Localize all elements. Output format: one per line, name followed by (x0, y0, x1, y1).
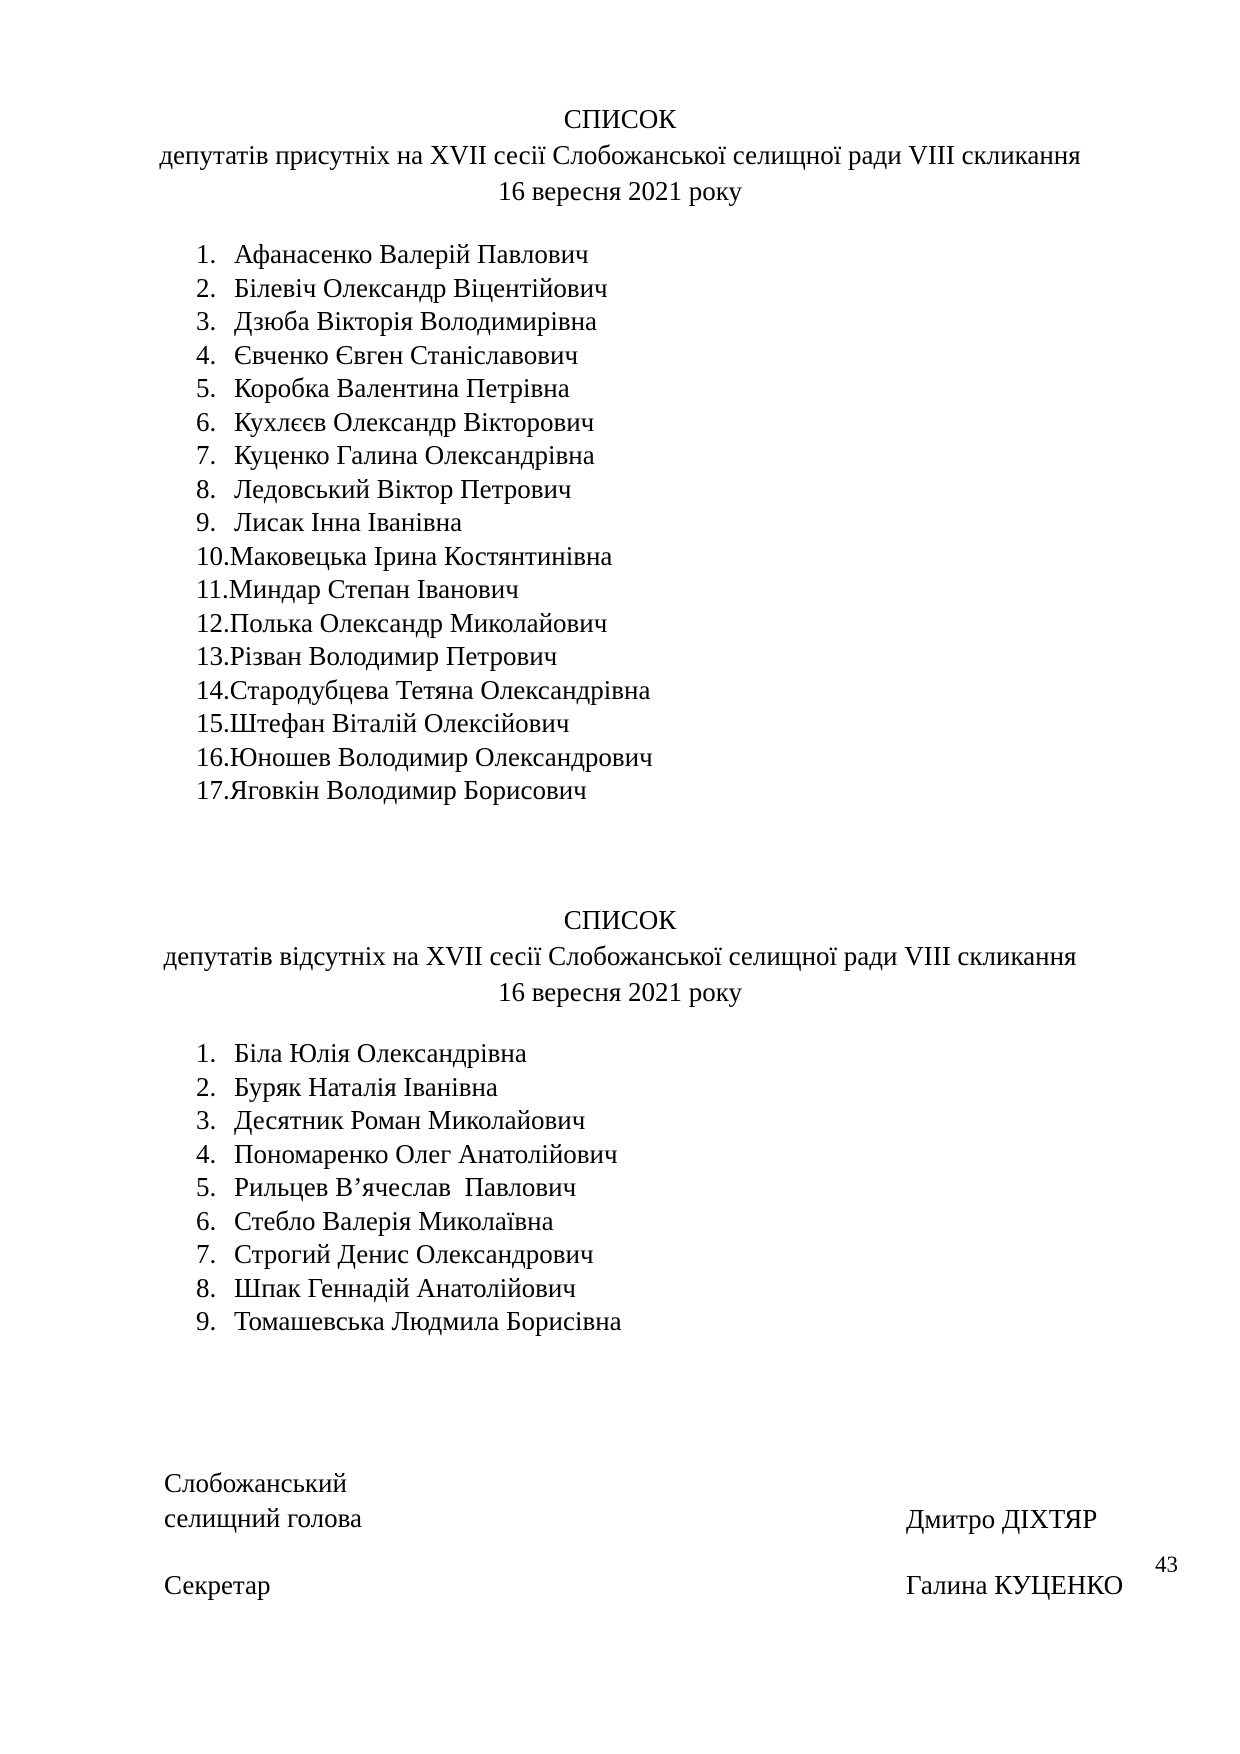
list-item (196, 707, 653, 741)
list-item (196, 774, 653, 808)
item-number: 6. (196, 1205, 217, 1236)
item-number: 16. (196, 741, 230, 772)
head-title (164, 1466, 362, 1536)
item-number: 17. (196, 775, 230, 805)
item-number: 8. (196, 1272, 217, 1303)
item-number: 3. (196, 1105, 217, 1135)
deputy-name: Стародубцева Тетяна Олександрівна (229, 674, 651, 705)
deputy-name: Стебло Валерія Миколаївна (234, 1205, 554, 1236)
list-item (196, 640, 653, 674)
present-subtitle: депутатів присутніх на XVII сесії Слобожанської селищної ради VIII скликання (159, 140, 1081, 170)
list-item (196, 540, 653, 574)
list-item (196, 372, 653, 406)
item-number: 13. (196, 641, 230, 671)
deputy-name: Білевіч Олександр Віцентійович (234, 272, 608, 303)
item-number: 7. (196, 1239, 217, 1269)
list-item (196, 1037, 622, 1071)
present-heading (0, 101, 1240, 209)
item-number: 4. (196, 1138, 217, 1169)
list-item (196, 674, 653, 708)
item-number: 4. (196, 339, 217, 370)
list-item (196, 305, 653, 339)
present-title: СПИСОК (563, 104, 677, 134)
deputy-name: Десятник Роман Миколайович (234, 1105, 586, 1135)
deputy-name: Маковецька Ірина Костянтинівна (229, 540, 613, 571)
head-name: Дмитро ДІХТЯР (906, 1504, 1098, 1534)
deputy-name: Миндар Степан Іванович (228, 574, 519, 604)
head-title-line2: селищний голова (164, 1503, 363, 1533)
deputy-name: Томашевська Людмила Борисівна (234, 1306, 622, 1336)
list-item (196, 607, 653, 641)
list-item (196, 1238, 622, 1272)
deputy-name: Строгий Денис Олександрович (234, 1239, 594, 1269)
deputy-name: Куценко Галина Олександрівна (234, 440, 595, 470)
head-title-line1: Слобожанський (164, 1468, 347, 1498)
item-number: 9. (196, 1306, 217, 1336)
list-item (196, 1071, 622, 1105)
item-number: 7. (196, 440, 217, 470)
item-number: 10. (196, 540, 230, 571)
list-item (196, 1104, 622, 1138)
list-item (196, 1305, 622, 1339)
list-item (196, 741, 653, 775)
item-number: 6. (196, 406, 217, 437)
list-item (196, 1205, 622, 1239)
item-number: 5. (196, 1172, 217, 1202)
item-number: 1. (196, 1038, 217, 1068)
deputy-name: Рильцев В’ячеслав Павлович (234, 1172, 577, 1202)
item-number: 8. (196, 473, 217, 504)
absent-title: СПИСОК (563, 905, 677, 935)
list-item (196, 339, 653, 373)
item-number: 14. (196, 674, 230, 705)
item-number: 5. (196, 373, 217, 403)
deputy-name: Буряк Наталія Іванівна (234, 1071, 498, 1102)
present-date: 16 вересня 2021 року (497, 176, 743, 206)
item-number: 11. (196, 574, 229, 604)
absent-subtitle: депутатів відсутніх на XVII сесії Слобожанської селищної ради VIII скликання (163, 941, 1077, 971)
deputy-name: Пономаренко Олег Анатолійович (234, 1138, 618, 1169)
present-list (196, 238, 653, 808)
deputy-name: Полька Олександр Миколайович (229, 607, 608, 638)
deputy-name: Ледовський Віктор Петрович (234, 473, 572, 504)
deputy-name: Штефан Віталій Олексійович (229, 708, 570, 738)
page-number: 43 (1155, 1552, 1178, 1577)
list-item (196, 506, 653, 540)
list-item (196, 1272, 622, 1306)
item-number: 1. (196, 239, 217, 269)
deputy-name: Біла Юлія Олександрівна (234, 1038, 527, 1068)
item-number: 2. (196, 1071, 217, 1102)
list-item (196, 573, 653, 607)
list-item (196, 272, 653, 306)
deputy-name: Дзюба Вікторія Володимирівна (234, 306, 598, 336)
list-item (196, 1138, 622, 1172)
item-number: 2. (196, 272, 217, 303)
item-number: 3. (196, 306, 217, 336)
list-item (196, 473, 653, 507)
deputy-name: Коробка Валентина Петрівна (234, 373, 570, 403)
deputy-name: Юношев Володимир Олександрович (229, 741, 653, 772)
deputy-name: Шпак Геннадій Анатолійович (234, 1272, 576, 1303)
deputy-name: Яговкін Володимир Борисович (229, 775, 587, 805)
deputy-name: Кухлєєв Олександр Вікторович (234, 406, 595, 437)
secretary-name: Галина КУЦЕНКО (906, 1570, 1124, 1600)
deputy-name: Євченко Євген Станіславович (234, 339, 579, 370)
absent-heading (0, 902, 1240, 1010)
list-item (196, 406, 653, 440)
absent-date: 16 вересня 2021 року (497, 977, 743, 1007)
deputy-name: Афанасенко Валерій Павлович (234, 239, 589, 269)
item-number: 9. (196, 507, 217, 537)
item-number: 15. (196, 708, 230, 738)
item-number: 12. (196, 607, 230, 638)
list-item (196, 1171, 622, 1205)
list-item (196, 439, 653, 473)
secretary-title: Секретар (164, 1570, 271, 1600)
list-item (196, 238, 653, 272)
deputy-name: Лисак Інна Іванівна (234, 507, 463, 537)
deputy-name: Різван Володимир Петрович (229, 641, 558, 671)
absent-list (196, 1037, 622, 1339)
